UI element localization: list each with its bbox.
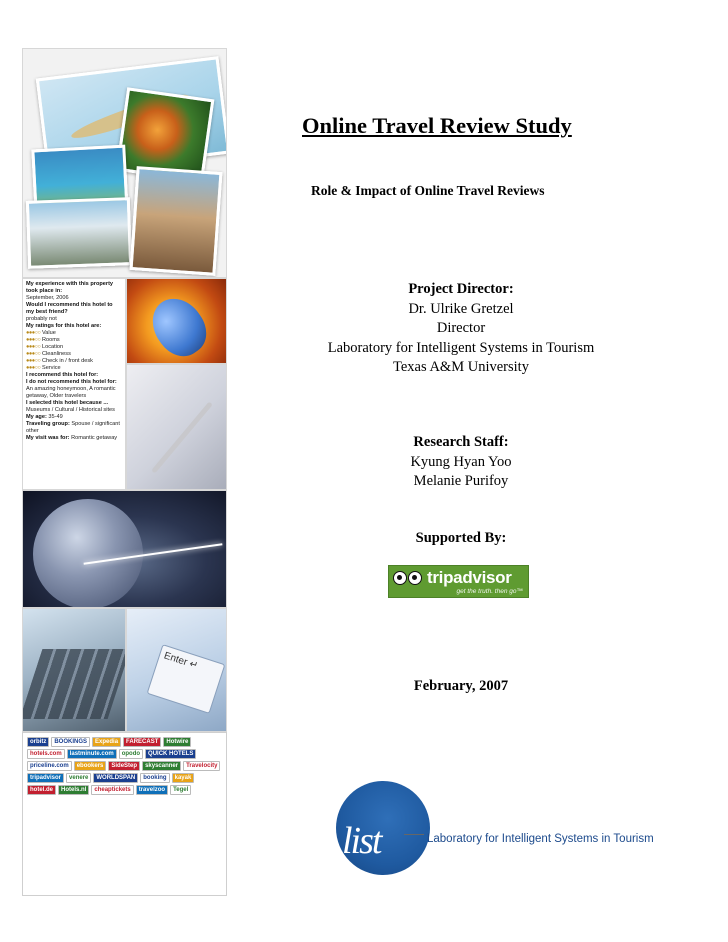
rating-dots-icon: ●●●○○ xyxy=(26,344,41,350)
travel-site-logo: Travelocity xyxy=(183,761,220,771)
review-recommend-label: Would I recommend this hotel to my best friend? xyxy=(26,302,113,315)
project-director-block xyxy=(296,280,626,378)
document-title: Online Travel Review Study xyxy=(302,113,572,138)
computer-mouse-image xyxy=(126,278,227,364)
globe-icon xyxy=(33,499,143,608)
calculator-image xyxy=(22,608,126,732)
review-group-value: Spouse / significant other xyxy=(26,421,120,434)
travel-site-logo: QUICK HOTELS xyxy=(145,749,196,759)
tripadvisor-logo xyxy=(388,565,529,598)
director-heading: Project Director: xyxy=(408,281,514,297)
supported-by-block xyxy=(296,529,626,549)
enter-key: Enter ↵ xyxy=(147,644,226,714)
travel-site-logo: lastminute.com xyxy=(67,749,117,759)
owl-eye-right xyxy=(408,571,422,585)
calculator-keys xyxy=(22,649,126,719)
travel-site-logo: booking xyxy=(140,773,169,783)
travel-site-logo: priceline.com xyxy=(27,761,72,771)
logo-grid xyxy=(26,736,223,892)
review-rating-row xyxy=(26,358,122,365)
research-staff-block xyxy=(296,433,626,492)
travel-site-logo: cheaptickets xyxy=(91,785,133,795)
travel-site-logo: hotel.de xyxy=(27,785,56,795)
list-logo-rule xyxy=(404,834,424,835)
director-name: Dr. Ulrike Gretzel xyxy=(408,300,514,317)
list-wordmark: list xyxy=(342,820,381,862)
review-not-recommend-value: An amazing honeymoon, A romantic getaway, Older travelers xyxy=(26,386,116,399)
rating-label: Rooms xyxy=(41,337,60,343)
staff-member: Melanie Purifoy xyxy=(413,473,509,489)
publication-date: February, 2007 xyxy=(413,678,509,694)
travel-site-logo: Hotels.nl xyxy=(58,785,89,795)
review-experience-value: September, 2006 xyxy=(26,295,69,301)
list-lab-name: Laboratory for Intelligent Systems in Tourism xyxy=(427,833,654,845)
rating-dots-icon: ●●●○○ xyxy=(26,351,41,357)
travel-photos-collage xyxy=(22,48,227,278)
review-selected-value: Museums / Cultural / Historical sites xyxy=(26,407,115,413)
review-recommend-for-label: I recommend this hotel for: xyxy=(26,372,99,378)
review-experience-label: My experience with this property took place in: xyxy=(26,281,114,294)
travel-site-logo: BOOKINGS xyxy=(51,737,90,747)
tripadvisor-wordmark: tripadvisor xyxy=(427,568,512,587)
staff-member: Kyung Hyan Yoo xyxy=(410,453,512,470)
travel-site-logo: Expedia xyxy=(92,737,121,747)
travel-site-logo: skyscanner xyxy=(142,761,181,771)
review-age-value: 35-49 xyxy=(48,414,63,420)
mouse-icon xyxy=(142,289,216,364)
rating-dots-icon: ●●●○○ xyxy=(26,337,41,343)
travel-site-logo: FARECAST xyxy=(123,737,161,747)
pen-icon xyxy=(151,401,213,473)
travel-site-logos-image xyxy=(22,732,227,896)
director-university: Texas A&M University xyxy=(393,359,529,375)
rating-dots-icon: ●●●○○ xyxy=(26,358,41,364)
rating-dots-icon: ●●●○○ xyxy=(26,365,41,371)
review-rating-row xyxy=(26,337,122,344)
rating-label: Check in / front desk xyxy=(41,358,93,364)
review-rating-row xyxy=(26,365,122,372)
review-rating-row xyxy=(26,351,122,358)
writing-hand-image xyxy=(126,364,227,490)
review-visit-row xyxy=(26,435,122,442)
review-selected-label: I selected this hotel because ... xyxy=(26,400,109,406)
beach-photo xyxy=(26,197,132,269)
keyboard-image xyxy=(126,608,227,732)
travel-site-logo: kayak xyxy=(172,773,195,783)
publication-date-block xyxy=(296,677,626,697)
travel-site-logo: WORLDSPAN xyxy=(93,773,138,783)
globe-image xyxy=(22,490,227,608)
cover-collage xyxy=(22,48,227,896)
travel-site-logo: travelzoo xyxy=(136,785,168,795)
travel-site-logo: Hotwire xyxy=(163,737,191,747)
enter-key-label: Enter xyxy=(162,650,189,669)
rating-label: Value xyxy=(41,330,56,336)
support-heading: Supported By: xyxy=(415,530,507,546)
travel-site-logo: ebookers xyxy=(74,761,107,771)
tripadvisor-tagline: get the truth. then go™ xyxy=(456,588,523,595)
review-group-label: Traveling group: xyxy=(26,421,70,427)
director-lab: Laboratory for Intelligent Systems in Tourism xyxy=(327,339,595,356)
review-recommend-value: probably not xyxy=(26,316,57,322)
review-group-row xyxy=(26,421,122,435)
review-not-recommend-label: I do not recommend this hotel for: xyxy=(26,379,117,385)
review-rating-row xyxy=(26,330,122,337)
travel-site-logo: hotels.com xyxy=(27,749,65,759)
owl-eyes-icon xyxy=(393,571,423,587)
rating-label: Cleanliness xyxy=(41,351,71,357)
travelers-photo xyxy=(129,166,222,276)
travel-site-logo: tripadvisor xyxy=(27,773,64,783)
review-age-row xyxy=(26,414,122,421)
staff-heading: Research Staff: xyxy=(413,434,509,450)
review-rating-row xyxy=(26,344,122,351)
review-ratings-label: My ratings for this hotel are: xyxy=(26,323,102,329)
travel-site-logo: SideStep xyxy=(108,761,140,771)
list-lab-logo xyxy=(336,781,430,875)
rating-label: Service xyxy=(41,365,61,371)
review-visit-value: Romantic getaway xyxy=(71,435,118,441)
owl-eye-left xyxy=(393,571,407,585)
review-visit-label: My visit was for: xyxy=(26,435,70,441)
travel-site-logo: venere xyxy=(66,773,91,783)
document-subtitle: Role & Impact of Online Travel Reviews xyxy=(311,183,545,198)
travel-site-logo: opodo xyxy=(119,749,143,759)
travel-site-logo: Tegel xyxy=(170,785,191,795)
review-age-label: My age: xyxy=(26,414,47,420)
rating-dots-icon: ●●●○○ xyxy=(26,330,41,336)
director-role: Director xyxy=(436,320,486,336)
review-form-image xyxy=(22,278,126,490)
travel-site-logo: orbitz xyxy=(27,737,49,747)
rating-label: Location xyxy=(41,344,64,350)
